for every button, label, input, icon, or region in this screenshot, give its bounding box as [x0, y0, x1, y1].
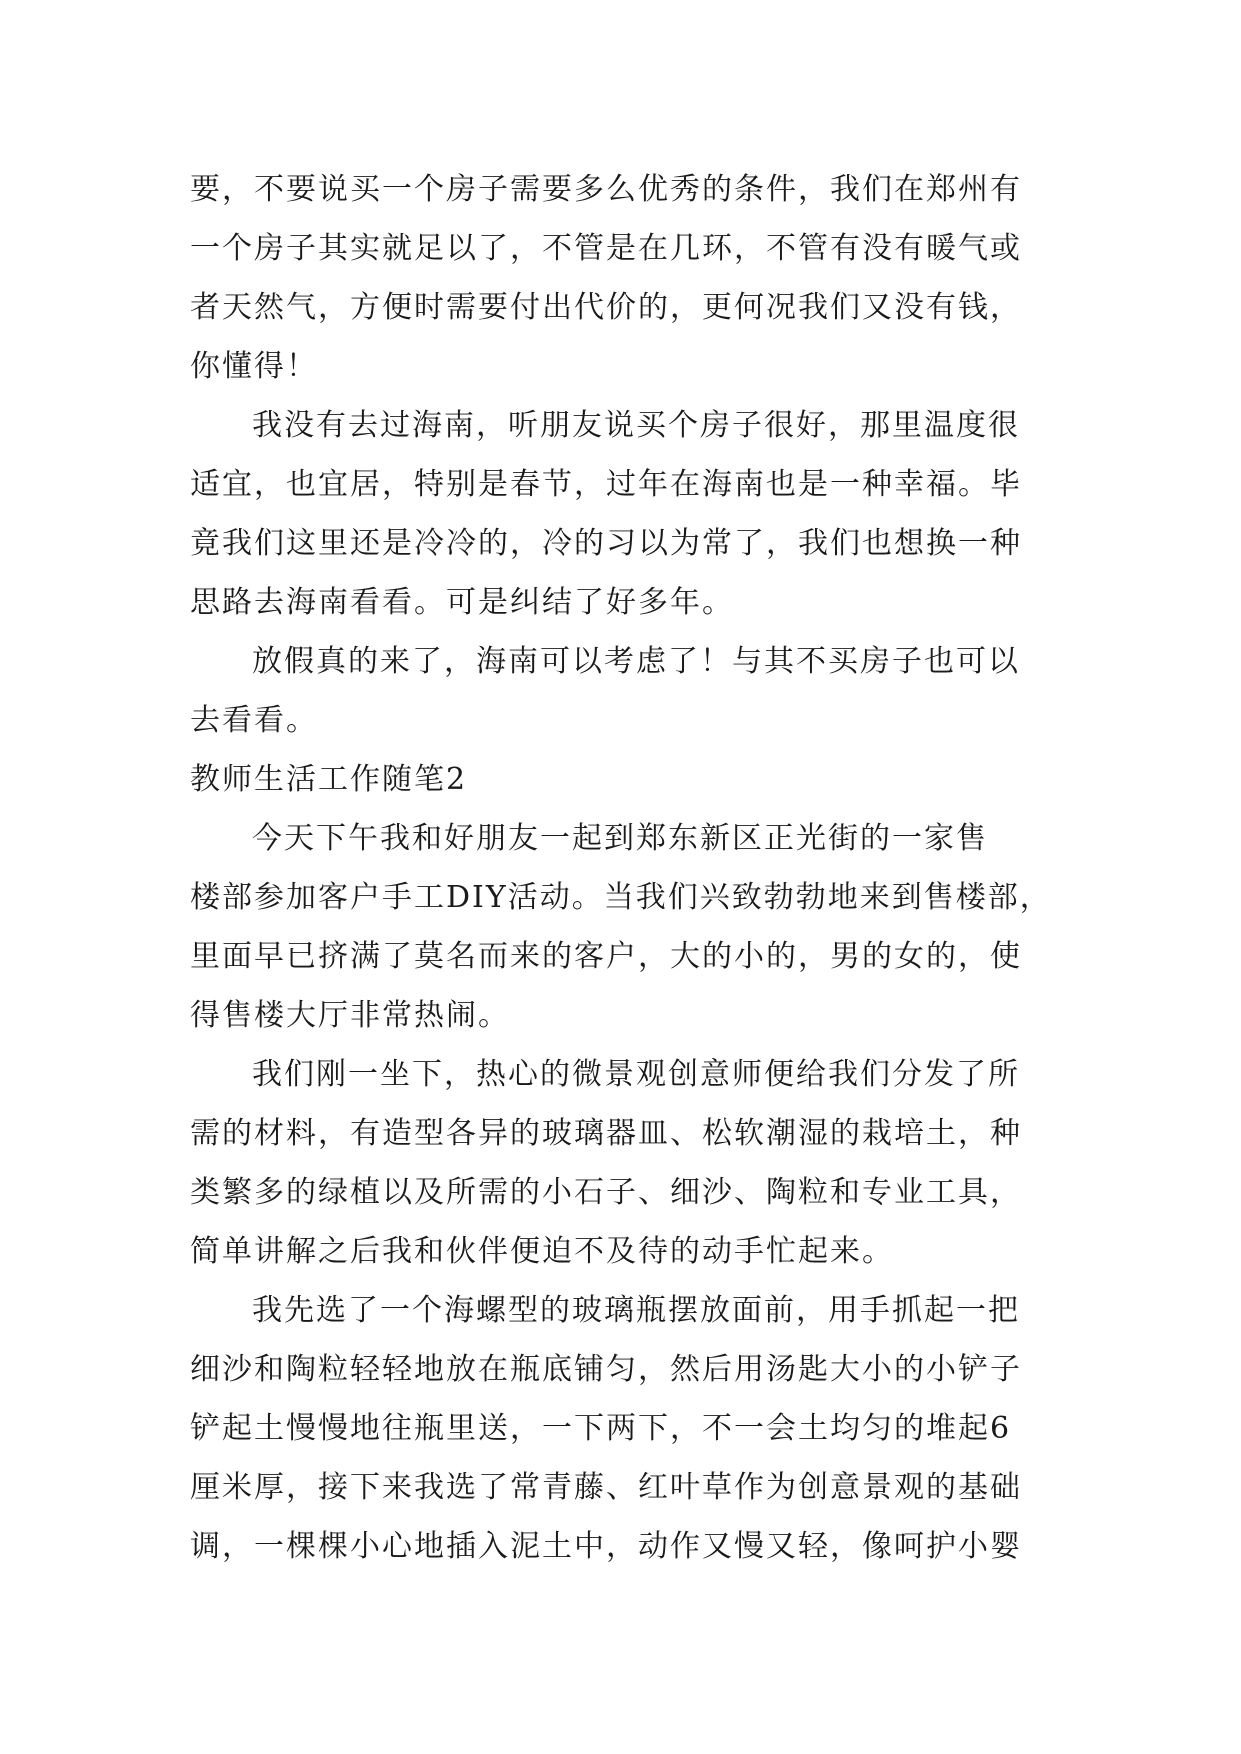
- text-line: 需的材料，有造型各异的玻璃器皿、松软潮湿的栽培土，种: [190, 1116, 1022, 1151]
- paragraph-first-line: 今天下午我和好朋友一起到郑东新区正光街的一家售: [252, 821, 988, 856]
- text-line: 得售楼大厅非常热闹。: [190, 998, 510, 1033]
- paragraph-first-line: 放假真的来了，海南可以考虑了！与其不买房子也可以: [252, 644, 1020, 679]
- text-line: 一个房子其实就足以了，不管是在几环，不管有没有暖气或: [190, 231, 1022, 266]
- text-line: 去看看。: [190, 703, 318, 738]
- text-line: 楼部参加客户手工DIY活动。当我们兴致勃勃地来到售楼部，: [190, 880, 1052, 915]
- text-line: 要，不要说买一个房子需要多么优秀的条件，我们在郑州有: [190, 172, 1022, 207]
- paragraph-first-line: 我们刚一坐下，热心的微景观创意师便给我们分发了所: [252, 1057, 1020, 1092]
- text-line: 铲起土慢慢地往瓶里送，一下两下，不一会土均匀的堆起6: [190, 1411, 1012, 1446]
- text-line: 类繁多的绿植以及所需的小石子、细沙、陶粒和专业工具，: [190, 1175, 1022, 1210]
- section-heading: 教师生活工作随笔2: [190, 762, 468, 797]
- paragraph-first-line: 我先选了一个海螺型的玻璃瓶摆放面前，用手抓起一把: [252, 1293, 1020, 1328]
- text-line: 调，一棵棵小心地插入泥土中，动作又慢又轻，像呵护小婴: [190, 1529, 1022, 1564]
- text-line: 思路去海南看看。可是纠结了好多年。: [190, 585, 734, 620]
- text-line: 细沙和陶粒轻轻地放在瓶底铺匀，然后用汤匙大小的小铲子: [190, 1352, 1022, 1387]
- text-line: 里面早已挤满了莫名而来的客户，大的小的，男的女的，使: [190, 939, 1022, 974]
- paragraph-first-line: 我没有去过海南，听朋友说买个房子很好，那里温度很: [252, 408, 1020, 443]
- text-line: 竟我们这里还是冷冷的，冷的习以为常了，我们也想换一种: [190, 526, 1022, 561]
- text-line: 你懂得！: [190, 349, 318, 384]
- document-page: [190, 160, 1070, 1576]
- text-line: 者天然气，方便时需要付出代价的，更何况我们又没有钱，: [190, 290, 1022, 325]
- text-line: 厘米厚，接下来我选了常青藤、红叶草作为创意景观的基础: [190, 1470, 1022, 1505]
- text-line: 适宜，也宜居，特别是春节，过年在海南也是一种幸福。毕: [190, 467, 1022, 502]
- text-line: 简单讲解之后我和伙伴便迫不及待的动手忙起来。: [190, 1234, 894, 1269]
